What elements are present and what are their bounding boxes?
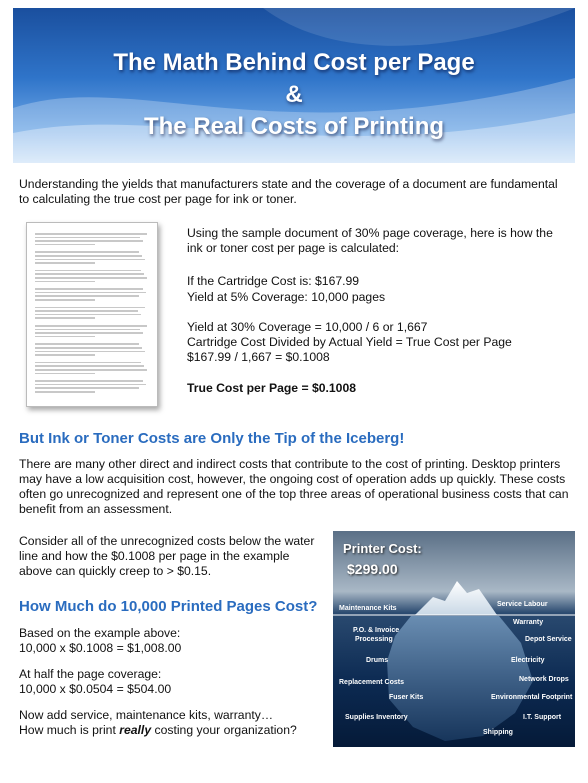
- calculation-line: $167.99 / 1,667 = $0.1008: [187, 350, 330, 364]
- document-text-line: [35, 277, 147, 279]
- cartridge-cost: If the Cartridge Cost is: $167.99: [187, 274, 360, 288]
- cost-processing: Processing: [355, 636, 393, 643]
- document-text-line: [35, 299, 95, 301]
- example-lead: Using the sample document of 30% page coverage, here is how the ink or toner cost per page is calculated:: [187, 226, 553, 255]
- cost-warranty: Warranty: [513, 619, 544, 626]
- banner-title-line1: The Math Behind Cost per Page: [113, 49, 475, 76]
- cost-replacement: Replacement Costs: [339, 679, 404, 686]
- add-costs-line: Now add service, maintenance kits, warranty…: [19, 708, 274, 722]
- costs-paragraph: There are many other direct and indirect costs that contribute to the cost of printing. Desktop printers may have a low acquisition cost, however, the ongoing cost of operation adds up quickly. These costs often go unrecognized and represent one of the top three areas of operational business costs that can benefit from an assessment.: [19, 457, 569, 516]
- document-text-line: [35, 314, 141, 316]
- document-text-line: [35, 233, 147, 235]
- full-coverage-calc: 10,000 x $0.1008 = $1,008.00: [19, 641, 182, 655]
- document-text-line: [35, 347, 142, 349]
- sample-document-thumbnail: [26, 222, 158, 407]
- cost-it-support: I.T. Support: [523, 714, 562, 721]
- document-text-line: [35, 310, 138, 312]
- based-on-example: Based on the example above:: [19, 626, 181, 640]
- document-text-line: [35, 391, 95, 393]
- cost-fuser-kits: Fuser Kits: [389, 694, 424, 701]
- document-text-line: [35, 281, 95, 283]
- iceberg-illustration: [333, 531, 575, 747]
- half-coverage-label: At half the page coverage:: [19, 667, 162, 681]
- cost-supplies-inventory: Supplies Inventory: [345, 714, 408, 721]
- document-text-line: [35, 270, 141, 272]
- document-text-line: [35, 255, 142, 257]
- closing-question-emphasis: really: [119, 723, 152, 737]
- document-text-line: [35, 317, 95, 319]
- document-text-line: [35, 288, 143, 290]
- document-text-line: [35, 380, 143, 382]
- document-text-line: [35, 351, 145, 353]
- cost-network-drops: Network Drops: [519, 676, 569, 683]
- cost-electricity: Electricity: [511, 657, 545, 664]
- document-text-line: [35, 240, 143, 242]
- cost-environmental: Environmental Footprint: [491, 694, 573, 701]
- pages-cost-heading: How Much do 10,000 Printed Pages Cost?: [19, 598, 318, 615]
- cost-shipping: Shipping: [483, 729, 513, 736]
- document-text-line: [35, 336, 95, 338]
- document-text-line: [35, 354, 95, 356]
- yield-5-percent: Yield at 5% Coverage: 10,000 pages: [187, 290, 386, 304]
- cost-po-invoice: P.O. & Invoice: [353, 627, 400, 634]
- half-coverage-calc: 10,000 x $0.0504 = $504.00: [19, 682, 172, 696]
- banner-title-ampersand: &: [285, 81, 303, 108]
- document-text-line: [35, 262, 95, 264]
- tip-of-iceberg-heading: But Ink or Toner Costs are Only the Tip of the Iceberg!: [19, 430, 405, 447]
- printer-cost-label: Printer Cost:: [343, 541, 422, 556]
- cost-depot-service: Depot Service: [525, 636, 572, 643]
- document-text-line: [35, 365, 144, 367]
- document-text-line: [35, 273, 144, 275]
- intro-paragraph: Understanding the yields that manufacturers state and the coverage of a document are fundamental to calculating the true cost per page for ink or toner.: [19, 177, 558, 206]
- cost-service-labour: Service Labour: [497, 601, 548, 608]
- document-text-line: [35, 244, 95, 246]
- title-banner: [13, 8, 575, 163]
- document-text-line: [35, 251, 139, 253]
- document-text-line: [35, 259, 145, 261]
- document-text-line: [35, 237, 140, 239]
- document-text-line: [35, 292, 146, 294]
- yield-30-percent: Yield at 30% Coverage = 10,000 / 6 or 1,667: [187, 320, 428, 334]
- document-text-line: [35, 295, 139, 297]
- document-text-line: [35, 332, 143, 334]
- document-text-line: [35, 384, 146, 386]
- closing-question-post: costing your organization?: [151, 723, 297, 737]
- cost-maintenance-kits: Maintenance Kits: [339, 605, 397, 612]
- document-text-line: [35, 387, 139, 389]
- consider-paragraph: Consider all of the unrecognized costs below the water line and how the $0.1008 per page in the example above can quickly creep to > $0.15.: [19, 534, 315, 578]
- banner-title-line2: The Real Costs of Printing: [143, 113, 445, 140]
- document-text-line: [35, 343, 139, 345]
- cost-divided-line: Cartridge Cost Divided by Actual Yield = True Cost per Page: [187, 335, 512, 349]
- closing-question-pre: How much is print: [19, 723, 120, 737]
- document-text-line: [35, 362, 141, 364]
- closing-question: [19, 723, 297, 738]
- document-text-line: [35, 369, 147, 371]
- document-text-line: [35, 325, 147, 327]
- printer-cost-price: $299.00: [347, 561, 398, 577]
- cost-drums: Drums: [366, 657, 389, 664]
- true-cost-result: True Cost per Page = $0.1008: [187, 381, 357, 395]
- document-text-line: [35, 373, 95, 375]
- document-text-line: [35, 307, 145, 309]
- document-text-line: [35, 329, 140, 331]
